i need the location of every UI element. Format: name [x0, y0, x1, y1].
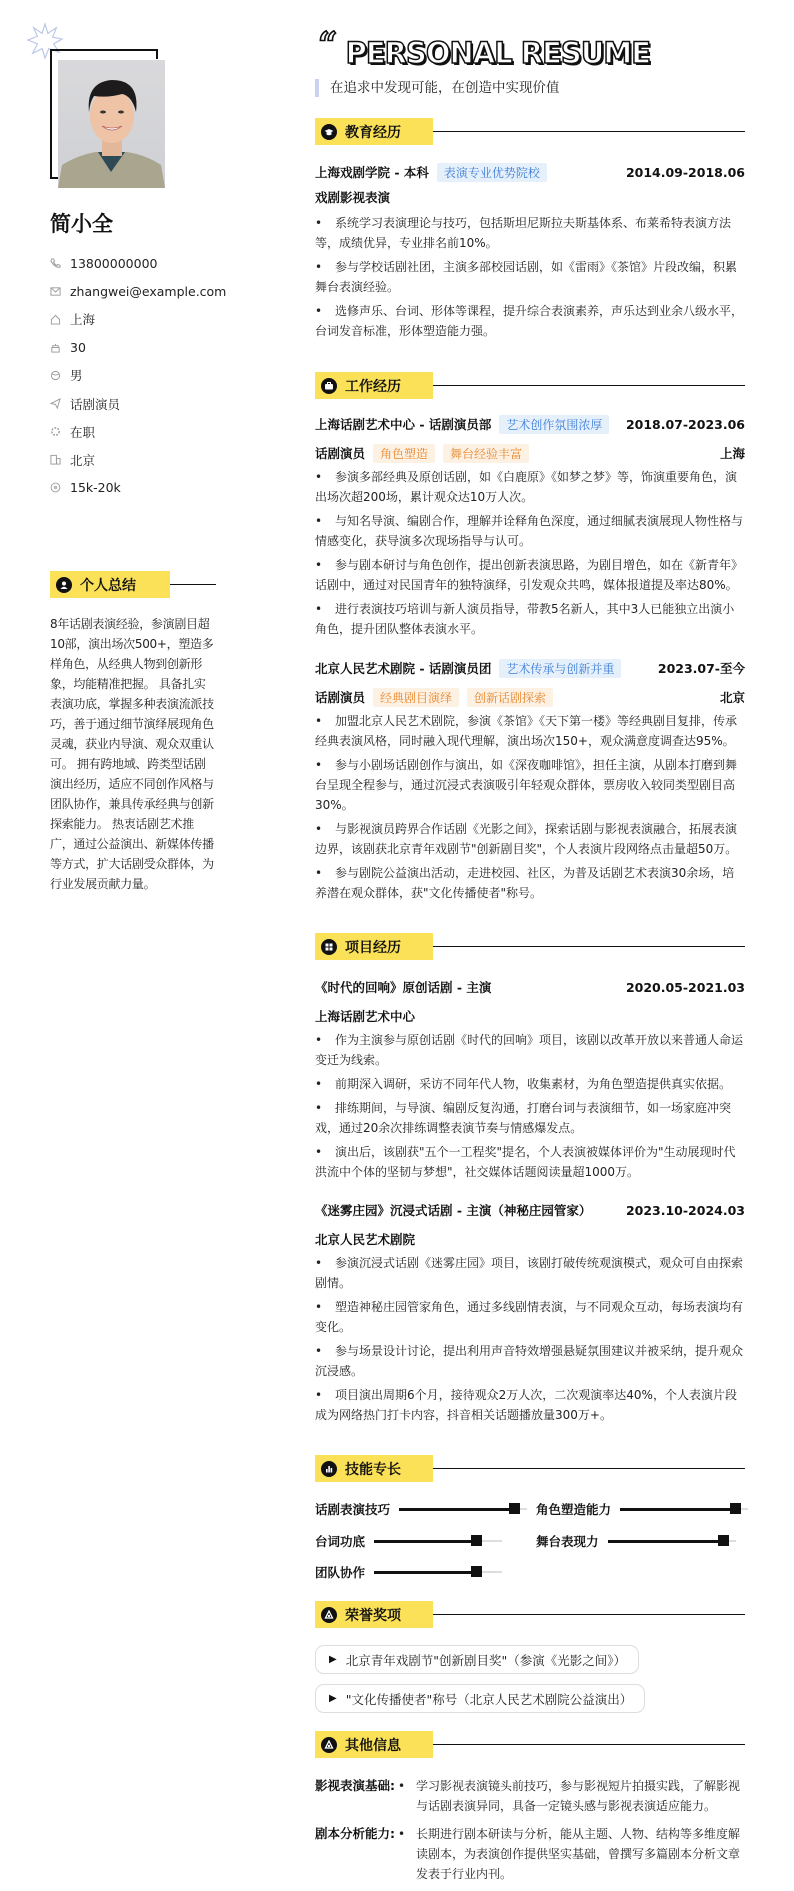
skill-tag: 角色塑造 — [373, 444, 435, 463]
briefcase-icon — [321, 378, 337, 394]
candidate-name: 简小全 — [50, 212, 113, 236]
other-info-row — [315, 1824, 745, 1884]
other-label: 影视表演基础: — [315, 1778, 395, 1793]
project-item — [315, 1200, 745, 1425]
bullet-item — [315, 711, 745, 751]
contact-item — [50, 305, 230, 333]
school-tag: 表演专业优势院校 — [437, 163, 547, 182]
mail-icon — [50, 286, 61, 297]
triangle-right-icon: ▶ — [329, 1654, 337, 1665]
section-title: 技能专长 — [345, 1461, 401, 1478]
bullet-text: 参演沉浸式话剧《迷雾庄园》项目，该剧打破传统观演模式，观众可自由探索剧情。 — [315, 1256, 744, 1290]
bullet-dot: • — [315, 714, 323, 728]
bullet-item — [315, 1341, 745, 1381]
section-divider — [433, 1614, 745, 1616]
skill-level-fill — [399, 1508, 514, 1511]
salary-icon — [50, 482, 61, 493]
education-date: 2014.09-2018.06 — [625, 164, 745, 180]
bullet-item — [315, 467, 745, 507]
section-title: 荣誉奖项 — [345, 1607, 401, 1624]
bullet-item — [315, 863, 745, 903]
bullet-text: 加盟北京人民艺术剧院，参演《茶馆》《天下第一楼》等经典剧目复排，传承经典表演风格，同时融入现代理解，演出场次150+，观众满意度调查达95%。 — [315, 714, 738, 748]
triangle-right-icon: ▶ — [329, 1693, 337, 1704]
job-item — [315, 658, 745, 903]
bullet-text: 排练期间，与导演、编剧反复沟通，打磨台词与表演细节，如一场家庭冲突戏，通过20余次排练调整表演节奏与情感爆发点。 — [315, 1101, 732, 1135]
cake-icon — [50, 342, 61, 353]
bullet-item — [315, 257, 745, 297]
skill-item — [315, 1531, 502, 1551]
avatar-photo — [58, 60, 165, 188]
honor-text: 北京青年戏剧节"创新剧目奖"（参演《光影之间》） — [345, 1652, 626, 1668]
skill-item — [536, 1531, 736, 1551]
bullet-item — [315, 1074, 745, 1094]
education-bullets — [315, 213, 745, 341]
building-icon — [50, 454, 61, 465]
bullet-dot: • — [315, 216, 323, 230]
send-icon — [50, 398, 61, 409]
project-date: 2023.10-2024.03 — [625, 1202, 745, 1218]
school-name: 上海戏剧学院 - 本科 — [315, 165, 429, 180]
skill-level-knob — [730, 1503, 741, 1514]
gender-icon — [50, 370, 61, 381]
other-info-row — [315, 1776, 745, 1816]
job-date: 2018.07-2023.06 — [625, 416, 745, 432]
bullet-dot: • — [315, 1077, 323, 1091]
company-name: 北京人民艺术剧院 - 话剧演员团 — [315, 661, 492, 676]
company-name: 上海话剧艺术中心 - 话剧演员部 — [315, 417, 492, 432]
skill-tag: 创新话剧探索 — [467, 688, 553, 707]
bullet-text: 项目演出周期6个月，接待观众2万人次，二次观演率达40%，个人表演片段成为网络热门打卡内容，抖音相关话题播放量300万+。 — [315, 1388, 737, 1422]
home-icon — [50, 314, 61, 325]
section-header-education — [315, 118, 745, 145]
project-bullets — [315, 1253, 745, 1425]
bullet-text: 参与学校话剧社团，主演多部校园话剧，如《雷雨》《茶馆》片段改编，积累舞台表演经验。 — [315, 260, 738, 294]
bullet-item — [315, 755, 745, 815]
bullet-dot: • — [315, 1145, 323, 1159]
grid-icon — [321, 939, 337, 955]
bullet-item — [315, 511, 745, 551]
other-text-content: 学习影视表演镜头前技巧，参与影视短片拍摄实践，了解影视与话剧表演异同，具备一定镜头感与影视表演适应能力。 — [416, 1779, 741, 1813]
contact-item — [50, 333, 230, 361]
summary-text: 8年话剧表演经验，参演剧目超10部，演出场次500+，塑造多样角色，从经典人物到创新形象，均能精准把握。 具备扎实表演功底，掌握多种表演流派技巧，善于通过细节演绎展现角色灵魂，获业内导演、观众双重认可。 拥有跨地域、跨类型话剧演出经历，适应不同创作风格与团队协作，兼具传承经典与创新探索能力。 热衷话剧艺术推广，通过公益演出、新媒体传播等方式，扩大话剧受众群体，为行业发展贡献力量。 — [50, 617, 214, 891]
job-role: 话剧演员 — [315, 690, 366, 705]
contact-value: 30 — [70, 339, 86, 355]
section-title: 教育经历 — [345, 124, 401, 141]
section-divider — [170, 584, 216, 586]
photo-frame-top — [50, 49, 158, 59]
bullet-text: 参与剧院公益演出活动，走进校园、社区，为普及话剧艺术表演30余场，培养潜在观众群体，获"文化传播使者"称号。 — [315, 866, 735, 900]
job-item — [315, 414, 745, 639]
other-text-content: 长期进行剧本研读与分析，能从主题、人物、结构等多维度解读剧本，为表演创作提供坚实基础，曾撰写多篇剧本分析文章发表于行业内刊。 — [416, 1827, 741, 1881]
bullet-item — [315, 1253, 745, 1293]
job-bullets — [315, 467, 745, 639]
bullet-item — [315, 213, 745, 253]
section-title: 个人总结 — [80, 577, 136, 594]
project-bullets — [315, 1030, 745, 1182]
bullet-text: 进行表演技巧培训与新人演员指导，带教5名新人，其中3人已能独立出演小角色，提升团队整体表演水平。 — [315, 602, 735, 636]
bullet-dot: • — [315, 260, 323, 274]
contact-value: 话剧演员 — [70, 396, 121, 412]
bullet-dot: • — [315, 1033, 323, 1047]
education-item — [315, 162, 745, 341]
job-role: 话剧演员 — [315, 446, 366, 461]
title-text: PERSONAL RESUME — [345, 36, 651, 70]
skill-level-knob — [471, 1535, 482, 1546]
bullet-text: 与知名导演、编剧合作，理解并诠释角色深度，通过细腻表演展现人物性格与情感变化，获导演多次现场指导与认可。 — [315, 514, 744, 548]
contact-value: 在职 — [70, 424, 96, 440]
skill-item — [536, 1499, 748, 1519]
skill-name: 台词功底 — [315, 1534, 366, 1549]
contact-item — [50, 249, 230, 277]
section-divider — [433, 385, 745, 387]
bullet-dot: • — [315, 822, 323, 836]
bullet-dot: • — [315, 866, 323, 880]
bullet-item — [315, 1098, 745, 1138]
skill-level-bar — [620, 1508, 748, 1510]
contact-value: 13800000000 — [70, 255, 158, 271]
project-name: 《迷雾庄园》沉浸式话剧 - 主演（神秘庄园管家） — [315, 1203, 592, 1218]
job-city: 上海 — [719, 446, 745, 461]
honor-item — [315, 1684, 645, 1713]
bullet-dot: • — [315, 558, 323, 572]
bullet-item — [315, 599, 745, 639]
bullet-text: 与影视演员跨界合作话剧《光影之间》，探索话剧与影视表演融合，拓展表演边界，该剧获北京青年戏剧节"创新剧目奖"，个人表演片段网络点击量超50万。 — [315, 822, 738, 856]
contact-value: zhangwei@example.com — [70, 283, 227, 299]
bullet-text: 前期深入调研，采访不同年代人物，收集素材，为角色塑造提供真实依据。 — [335, 1077, 732, 1091]
bullet-text: 演出后，该剧获"五个一工程奖"提名，个人表演被媒体评价为"生动展现时代洪流中个体的坚韧与梦想"，社交媒体话题阅读量超1000万。 — [315, 1145, 736, 1179]
resume-title — [318, 25, 651, 70]
contact-item — [50, 389, 230, 417]
section-divider — [433, 1744, 745, 1746]
major: 戏剧影视表演 — [315, 190, 391, 205]
other-text: • 长期进行剧本研读与分析，能从主题、人物、结构等多维度解读剧本，为表演创作提供坚实基础，曾撰写多篇剧本分析文章发表于行业内刊。 — [398, 1827, 741, 1881]
bullet-text: 塑造神秘庄园管家角色，通过多线剧情表演，与不同观众互动，每场表演均有变化。 — [315, 1300, 744, 1334]
section-header-projects — [315, 933, 745, 960]
other-text: • 学习影视表演镜头前技巧，参与影视短片拍摄实践，了解影视与话剧表演异同，具备一定镜头感与影视表演适应能力。 — [398, 1779, 741, 1813]
skill-level-bar — [374, 1571, 502, 1573]
bullet-item — [315, 1297, 745, 1337]
contact-value: 男 — [70, 368, 83, 384]
other-label: 剧本分析能力: — [315, 1826, 395, 1841]
skill-level-fill — [374, 1540, 476, 1543]
skill-name: 团队协作 — [315, 1565, 366, 1580]
bullet-dot: • — [315, 304, 323, 318]
bullet-item — [315, 819, 745, 859]
honor-item — [315, 1645, 639, 1674]
skill-level-knob — [718, 1535, 729, 1546]
job-date: 2023.07-至今 — [657, 661, 745, 676]
bullet-text: 系统学习表演理论与技巧，包括斯坦尼斯拉夫斯基体系、布莱希特表演方法等，成绩优异，专业排名前10%。 — [315, 216, 732, 250]
skill-item — [315, 1499, 527, 1519]
contact-item — [50, 277, 230, 305]
section-title: 项目经历 — [345, 939, 401, 956]
status-icon — [50, 426, 61, 437]
project-date: 2020.05-2021.03 — [625, 979, 745, 995]
company-tag: 艺术创作氛围浓厚 — [499, 415, 609, 434]
person-icon — [58, 60, 165, 188]
skill-level-fill — [374, 1571, 476, 1574]
bullet-dot: • — [315, 602, 323, 616]
bullet-dot: • — [315, 1101, 323, 1115]
contact-list — [50, 249, 230, 502]
section-header-skills — [315, 1455, 745, 1482]
bullet-item — [315, 301, 745, 341]
bar-chart-icon — [321, 1461, 337, 1477]
project-org: 北京人民艺术剧院 — [315, 1232, 416, 1247]
contact-item — [50, 474, 230, 502]
project-name: 《时代的回响》原创话剧 - 主演 — [315, 980, 492, 995]
skill-level-knob — [471, 1566, 482, 1577]
skill-name: 话剧表演技巧 — [315, 1502, 391, 1517]
contact-item — [50, 418, 230, 446]
bullet-text: 参与剧本研讨与角色创作，提出创新表演思路，为剧目增色，如在《新青年》话剧中，通过对民国青年的独特演绎，引发观众共鸣，媒体报道提及率达80%。 — [315, 558, 744, 592]
bullet-item — [315, 1385, 745, 1425]
quote-mark: “ — [318, 25, 338, 65]
bullet-dot: • — [315, 758, 323, 772]
skill-tag: 经典剧目演绎 — [373, 688, 459, 707]
bullet-item — [315, 1142, 745, 1182]
section-header-honors — [315, 1601, 745, 1628]
bullet-dot: • — [315, 1344, 323, 1358]
award-icon — [321, 1607, 337, 1623]
bullet-text: 选修声乐、台词、形体等课程，提升综合表演素养，声乐达到业余八级水平，台词发音标准，形体塑造能力强。 — [315, 304, 744, 338]
section-header-other — [315, 1731, 745, 1758]
honor-text: "文化传播使者"称号（北京人民艺术剧院公益演出） — [345, 1691, 633, 1707]
bullet-item — [315, 1030, 745, 1070]
bullet-dot: • — [315, 1256, 323, 1270]
company-tag: 艺术传承与创新并重 — [499, 659, 621, 678]
bullet-dot: • — [315, 1388, 323, 1402]
subtitle: 在追求中发现可能，在创造中实现价值 — [315, 79, 560, 97]
bullet-dot: • — [315, 470, 323, 484]
skill-level-knob — [509, 1503, 520, 1514]
bullet-dot: • — [315, 1300, 323, 1314]
contact-value: 15k-20k — [70, 480, 121, 496]
section-header-summary — [50, 571, 216, 598]
job-city: 北京 — [719, 690, 745, 705]
skill-level-bar — [399, 1508, 527, 1510]
section-header-work — [315, 372, 745, 399]
skill-level-fill — [608, 1540, 723, 1543]
section-title: 其他信息 — [345, 1737, 401, 1754]
bullet-dot: • — [315, 514, 323, 528]
info-icon — [321, 1737, 337, 1753]
bullet-text: 参与小剧场话剧创作与演出，如《深夜咖啡馆》，担任主演，从剧本打磨到舞台呈现全程参与，通过沉浸式表演吸引年轻观众群体，票房收入较同类型剧目高30%。 — [315, 758, 738, 812]
bullet-item — [315, 555, 745, 595]
skill-level-fill — [620, 1508, 735, 1511]
bullet-text: 参演多部经典及原创话剧，如《白鹿原》《如梦之梦》等，饰演重要角色，演出场次超200场，累计观众达10万人次。 — [315, 470, 738, 504]
skill-level-bar — [374, 1540, 502, 1542]
project-org: 上海话剧艺术中心 — [315, 1009, 416, 1024]
user-icon — [56, 577, 72, 593]
section-divider — [433, 131, 745, 133]
skill-tag: 舞台经验丰富 — [443, 444, 529, 463]
contact-value: 上海 — [70, 312, 96, 328]
section-divider — [433, 1468, 745, 1470]
section-divider — [433, 946, 745, 948]
job-bullets — [315, 711, 745, 903]
contact-item — [50, 361, 230, 389]
skill-name: 角色塑造能力 — [536, 1502, 612, 1517]
bullet-text: 参与场景设计讨论，提出利用声音特效增强悬疑氛围建议并被采纳，提升观众沉浸感。 — [315, 1344, 744, 1378]
skill-name: 舞台表现力 — [536, 1534, 599, 1549]
skill-level-bar — [608, 1540, 736, 1542]
phone-icon — [50, 258, 61, 269]
contact-value: 北京 — [70, 452, 96, 468]
graduation-cap-icon — [321, 124, 337, 140]
bullet-text: 作为主演参与原创话剧《时代的回响》项目，该剧以改革开放以来普通人命运变迁为线索。 — [315, 1033, 744, 1067]
skill-item — [315, 1562, 502, 1582]
project-item — [315, 977, 745, 1182]
section-title: 工作经历 — [345, 378, 401, 395]
contact-item — [50, 446, 230, 474]
